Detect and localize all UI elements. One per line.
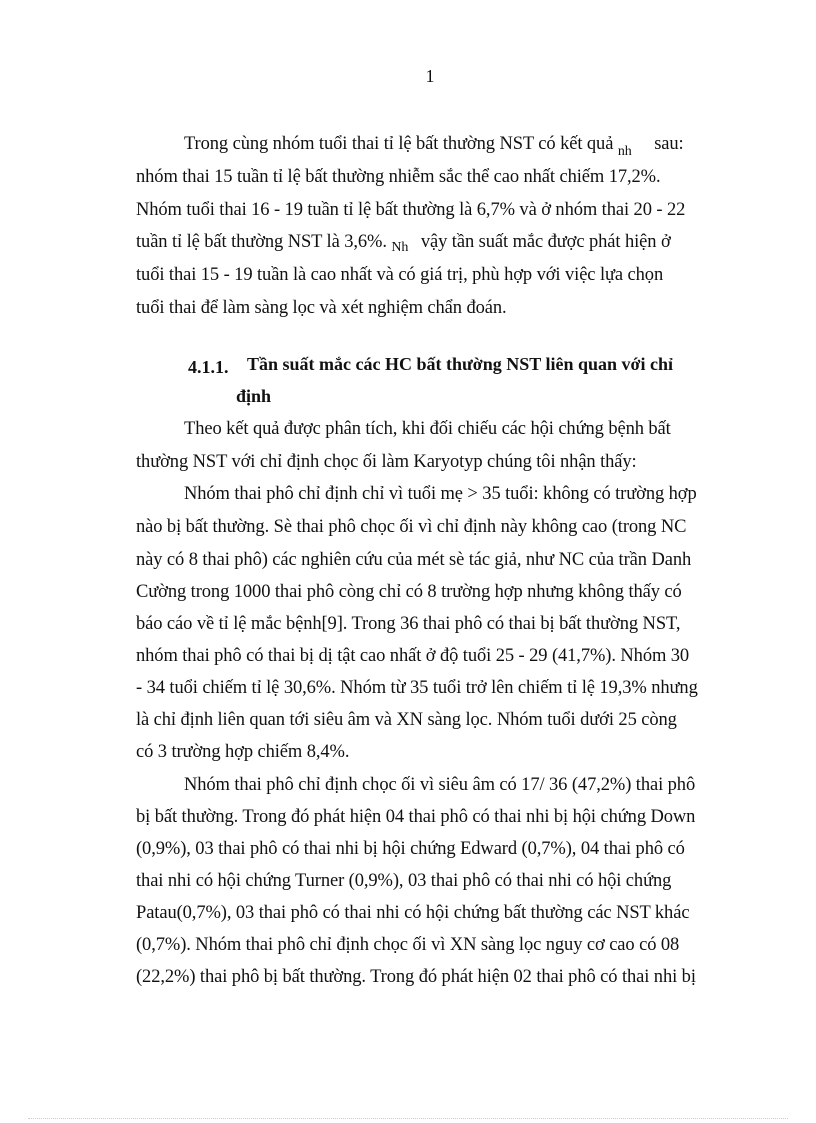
paragraph-line: tuổi thai 15 - 19 tuần là cao nhất và có giá trị, phù hợp với việc lựa chọn	[136, 265, 664, 285]
text-fragment: Nh	[391, 240, 409, 255]
paragraph-line: Cường trong 1000 thai phô còng chỉ có 8 trường hợp nhưng không thấy có	[136, 582, 682, 602]
paragraph-line: thường NST với chỉ định chọc ối làm Karyotyp chúng tôi nhận thấy:	[136, 452, 637, 472]
text-fragment: sau:	[654, 134, 684, 154]
paragraph-line: nhóm thai 15 tuần tỉ lệ bất thường nhiễm sắc thể cao nhất chiếm 17,2%.	[136, 167, 661, 187]
paragraph-line: có 3 trường hợp chiếm 8,4%.	[136, 742, 350, 762]
section-heading: Tần suất mắc các HC bất thường NST liên quan với chỉ	[247, 354, 673, 374]
paragraph-line: (0,7%). Nhóm thai phô chỉ định chọc ối vì XN sàng lọc nguy cơ cao có 08	[136, 935, 680, 955]
paragraph-line: Nhóm thai phô chỉ định chỉ vì tuổi mẹ > 35 tuổi: không có trường hợp	[184, 484, 697, 504]
paragraph-line: Nhóm thai phô chỉ định chọc ối vì siêu âm có 17/ 36 (47,2%) thai phô	[184, 775, 696, 795]
paragraph-line: này có 8 thai phô) các nghiên cứu của mét sè tác giả, như NC của trần Danh	[136, 550, 692, 570]
paragraph-line: Patau(0,7%), 03 thai phô có thai nhi có hội chứng bất thường các NST khác	[136, 903, 690, 923]
paragraph-line	[136, 231, 671, 255]
paragraph-line	[184, 133, 684, 157]
paragraph-line: - 34 tuổi chiếm tỉ lệ 30,6%. Nhóm từ 35 tuổi trở lên chiếm tỉ lệ 19,3% nhưng	[136, 678, 698, 698]
paragraph-line: nào bị bất thường. Sè thai phô chọc ối vì chỉ định này không cao (trong NC	[136, 517, 687, 537]
paragraph-line: nhóm thai phô có thai bị dị tật cao nhất ở độ tuổi 25 - 29 (41,7%). Nhóm 30	[136, 646, 690, 666]
paragraph-line: báo cáo về tỉ lệ mắc bệnh[9]. Trong 36 thai phô có thai bị bất thường NST,	[136, 614, 681, 634]
paragraph-line: thai nhi có hội chứng Turner (0,9%), 03 thai phô có thai nhi có hội chứng	[136, 871, 672, 891]
page-edge-divider	[28, 1118, 788, 1119]
paragraph-line: bị bất thường. Trong đó phát hiện 04 thai phô có thai nhi bị hội chứng Down	[136, 807, 696, 827]
heading-number: 4.1.1.	[188, 357, 229, 377]
paragraph-line: (0,9%), 03 thai phô có thai nhi bị hội chứng Edward (0,7%), 04 thai phô có	[136, 839, 685, 859]
section-heading-continued: định	[236, 386, 272, 406]
paragraph-line: Theo kết quả được phân tích, khi đối chiếu các hội chứng bệnh bất	[184, 419, 671, 439]
paragraph-line: tuổi thai để làm sàng lọc và xét nghiệm chẩn đoán.	[136, 298, 507, 318]
paragraph-line: Nhóm tuổi thai 16 - 19 tuần tỉ lệ bất thường là 6,7% và ở nhóm thai 20 - 22	[136, 200, 686, 220]
text-fragment: tuần tỉ lệ bất thường NST là 3,6%.	[136, 232, 387, 252]
page-number: 1	[425, 66, 435, 86]
text-fragment: vậy tần suất mắc được phát hiện ở	[420, 232, 671, 252]
text-fragment: Trong cùng nhóm tuổi thai tỉ lệ bất thường NST có kết quả	[184, 134, 614, 154]
paragraph-line: (22,2%) thai phô bị bất thường. Trong đó phát hiện 02 thai phô có thai nhi bị	[136, 967, 696, 987]
paragraph-line: là chỉ định liên quan tới siêu âm và XN sàng lọc. Nhóm tuổi dưới 25 còng	[136, 710, 677, 730]
text-fragment: nh	[617, 144, 632, 159]
